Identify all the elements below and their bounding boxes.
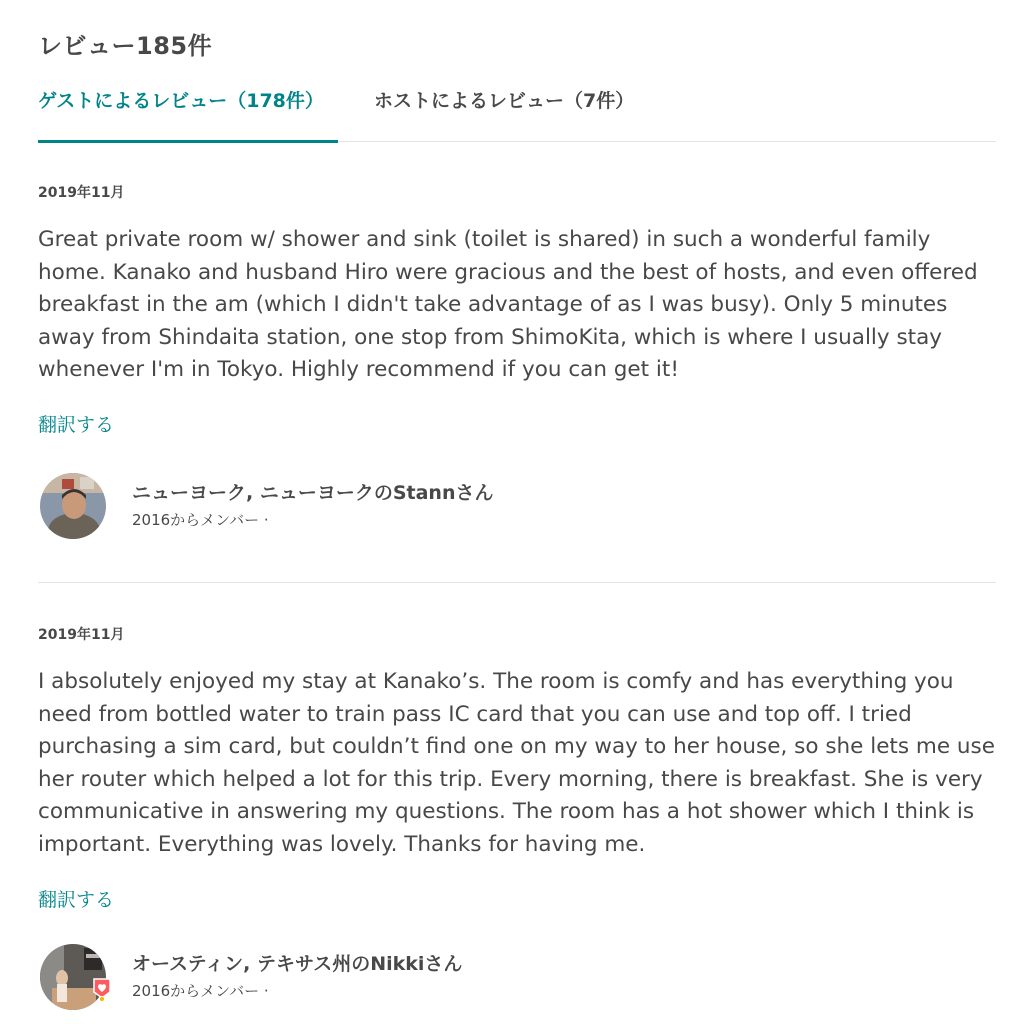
review-item <box>38 622 996 1016</box>
reviews-title: レビュー185件 <box>38 32 213 60</box>
review-divider <box>38 582 996 583</box>
translate-link[interactable]: 翻訳する <box>38 413 115 436</box>
review-text: Great private room w/ shower and sink (toilet is shared) in such a wonderful family home. Kanako and husband Hiro were gracious and the best of hosts, and even offered breakfast in the am (which I didn't take advantage of as I was busy). Only 5 minutes away from Shindaita station, one stop from ShimoKita, which is where I usually stay whenever I'm in Tokyo. Highly recommend if you can get it! <box>38 227 978 382</box>
review-date: 2019年11月 <box>38 185 125 201</box>
tab-host-reviews[interactable]: ホストによるレビュー（7件） <box>374 90 635 112</box>
active-tab-indicator <box>38 140 338 143</box>
review-text: I absolutely enjoyed my stay at Kanako’s. The room is comfy and has everything you need from bottled water to train pass IC card that you can use and top off. I tried purchasing a sim card, but couldn’t find one on my way to her house, so she lets me use her router which helped a lot for this trip. Every morning, there is breakfast. She is very communicative in answering my questions. The room has a hot shower which I think is important. Everything was lovely. Thanks for having me. <box>38 669 995 857</box>
reviewer-avatar[interactable] <box>40 473 106 539</box>
reviewer-name[interactable]: ニューヨーク, ニューヨークのStannさん <box>132 481 494 504</box>
reviewer-info <box>38 944 996 1016</box>
review-tabs <box>38 80 996 142</box>
reviewer-member-since: 2016からメンバー · <box>132 510 269 529</box>
user-photo-icon <box>40 473 106 539</box>
review-item <box>38 180 996 545</box>
superhost-badge-icon <box>92 978 112 1002</box>
reviewer-info <box>38 473 996 545</box>
reviewer-member-since: 2016からメンバー · <box>132 982 269 1000</box>
reviewer-name[interactable]: オースティン, テキサス州のNikkiさん <box>132 953 463 975</box>
translate-link[interactable]: 翻訳する <box>38 889 115 911</box>
tab-guest-reviews[interactable]: ゲストによるレビュー（178件） <box>38 90 324 112</box>
review-date: 2019年11月 <box>38 627 125 643</box>
